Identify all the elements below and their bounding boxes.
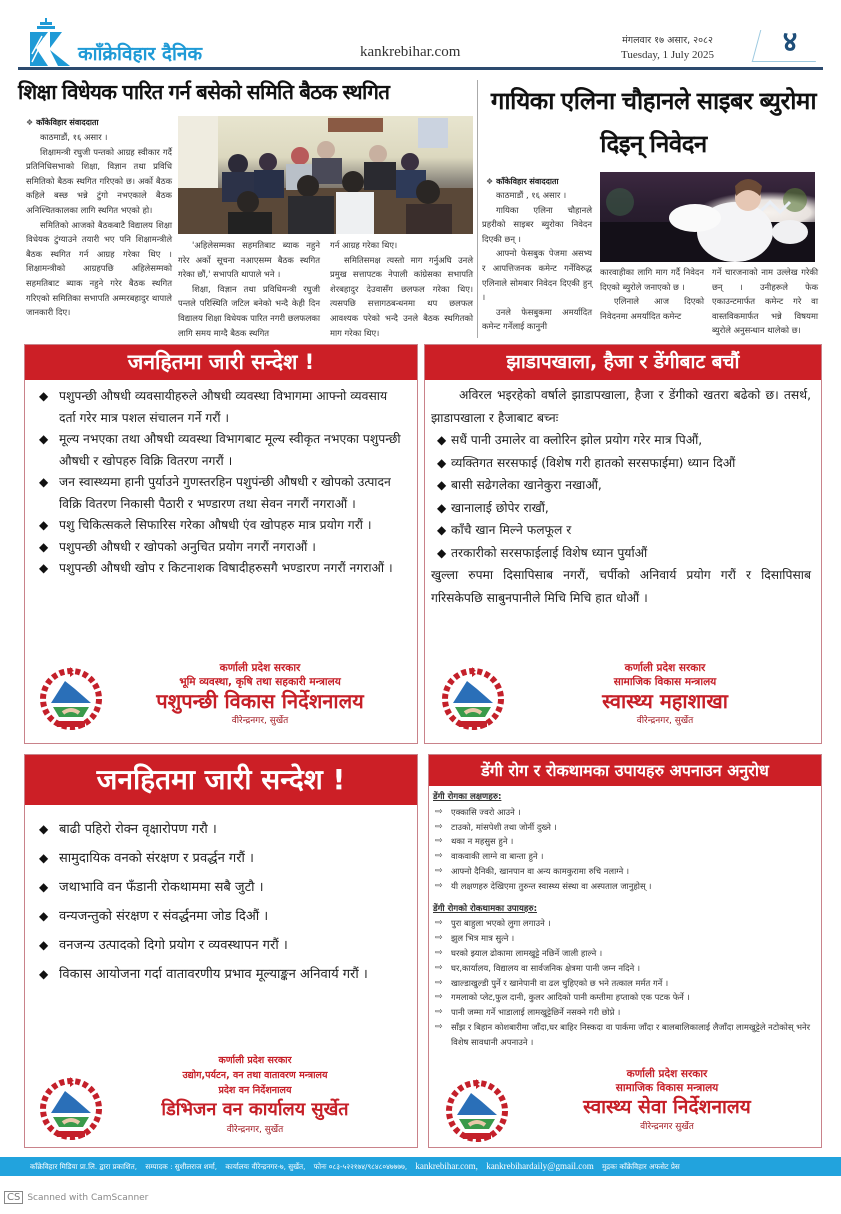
email-link[interactable]: kankrebihardaily@gmail.com <box>486 1161 594 1171</box>
paragraph: 'अहिलेसम्मका सहमतिबाट ब्याक नहुने गरेर अर्को सूचना नआएसम्म बैठक स्थगित गरेका छौं,' सभापति थापाले भने । <box>178 240 320 280</box>
story2-column-1 <box>482 188 592 334</box>
story2-byline <box>486 176 559 187</box>
editor: सम्पादक : सुशीलराज शर्मा, <box>145 1162 218 1171</box>
ministry-block <box>519 1067 815 1132</box>
notice-list <box>25 380 417 580</box>
ministry-block <box>515 661 815 726</box>
list-item: ◆ पशुपन्छी औषधी र खोपको अनुचित प्रयोग नगरौं नगराऔं । <box>33 537 407 559</box>
notice-list <box>25 805 417 989</box>
gov-name: कर्णाली प्रदेश सरकार <box>219 662 301 674</box>
list-item: ⇨ यी लक्षणहरु देखिएमा तुरुन्त स्वास्थ्य संस्था वा अस्पताल जानुहोस् । <box>433 879 815 894</box>
office-name: पशुपन्छी विकास निर्देशनालय <box>156 689 364 713</box>
story2-dateline: काठमाडौं , १६ असार । <box>496 190 567 200</box>
list-item: ⇨ पानी जम्मा गर्ने भाडालाई लामखुट्टेछिर्ने नसक्ने गरी छोप्ने । <box>433 1005 815 1020</box>
ministry-block <box>105 1053 405 1135</box>
paragraph: गर्ने चारजनाको नाम उल्लेख गरेकी छन् । उनीहरूले फेक एकाउन्टमार्फत कमेन्ट गरे वा वास्तविकमार्फत भन्ने विषयमा ब्युरोले अनुसन्धान थालेको छ। <box>712 267 818 336</box>
paragraph: कारवाहीका लागि माग गर्दै निवेदन दिएको ब्युरोले जनाएको छ । <box>600 267 704 292</box>
notice-title: झाडापखाला, हैजा र डेंगीबाट बचौं <box>425 345 821 380</box>
nepal-emblem-icon <box>443 1075 511 1143</box>
list-item: ◆ खानालाई छोपेर राखौं, <box>431 497 811 520</box>
list-item: ◆ जथाभावि वन फँडानी रोकथाममा सबै जुटौ । <box>33 873 407 902</box>
notice-outro: खुल्ला रुपमा दिसापिसाब नगरौं, चर्पीको अनिवार्य प्रयोग गरौं र दिसापिसाब गरिसकेपछि साबुनपानीले मिचि मिचि हात धोऔं । <box>431 568 811 605</box>
list-item: ◆ पशुपन्छी औषधी व्यवसायीहरुले औषधी व्यवस्था विभागमा आफ्नो व्यवसाय दर्ता गरेर मात्र पशल संचालन गर्ने गरौं । <box>33 386 407 429</box>
notice-list <box>431 429 811 564</box>
story1-byline <box>26 117 99 128</box>
camscanner-logo-icon: CS <box>4 1191 23 1204</box>
singer-photo-image <box>600 172 815 262</box>
list-item: ◆ तरकारीको सरसफाईलाई विशेष ध्यान पुर्याऔं <box>431 542 811 565</box>
paragraph: समितिसमक्ष त्यस्तो माग गर्नुअघि उनले प्रमुख सत्तापटक नेपाली कांग्रेसका सभापति शेरबहादुर देउवासँग छलफल गरेका थिए। त्यसपछि सत्तागठबन्धनमा थप छलफल आवश्यक परेको भन्दै उनले बैठक स्थगितको माग गरेका थिए। <box>330 254 473 338</box>
symptoms-list <box>429 786 821 894</box>
story1-column-1 <box>26 130 172 320</box>
list-item: ⇨ घर,कार्यालय, विद्यालय वा सार्वजनिक क्षेत्रमा पानी जम्न नदिने । <box>433 961 815 976</box>
page-number: ४ <box>782 25 798 58</box>
prevention-list <box>429 894 821 1050</box>
ministry-block <box>105 661 415 726</box>
story2-column-3 <box>712 265 818 338</box>
date-nepali: मंगलवार १७ असार, २०८२ <box>622 35 713 46</box>
meeting-photo-image <box>178 116 473 234</box>
office-address: कार्यालयः वीरेन्द्रनगर-७, सुर्खेत, <box>225 1162 306 1171</box>
ministry-name: उद्योग,पर्यटन, वन तथा वातावरण मन्त्रालय <box>182 1070 328 1081</box>
directorate-name: प्रदेश वन निर्देशनालय <box>218 1085 292 1096</box>
four-diamond-icon: ❖ <box>26 118 34 127</box>
ministry-name: सामाजिक विकास मन्त्रालय <box>615 1082 719 1094</box>
office-name: स्वास्थ्य महाशाखा <box>602 689 728 713</box>
list-item: ⇨ वाकवाकी लाग्ने वा बान्ता हुने । <box>433 849 815 864</box>
newspaper-logo-icon <box>28 18 70 66</box>
website-link[interactable]: kankrebihar.com, <box>415 1161 478 1171</box>
list-item: ◆ बासी सढेगलेका खानेकुरा नखाऔं, <box>431 474 811 497</box>
office-town: वीरेन्द्रनगर, सुर्खेत <box>226 1125 284 1135</box>
scanner-watermark <box>4 1191 148 1204</box>
list-item: ⇨ घरको झ्याल ढोकामा लामखुट्टे नछिर्ने जाली हाल्ने । <box>433 946 815 961</box>
notice-title: जनहितमा जारी सन्देश ! <box>25 755 417 805</box>
story1-headline: शिक्षा विधेयक पारित गर्न बसेको समिति बैठक स्थगित <box>18 80 390 104</box>
imprint-bar <box>0 1157 841 1176</box>
list-item: ◆ काँचै खान मिल्ने फलफूल र <box>431 519 811 542</box>
paragraph: शिक्षामन्त्री रघुजी पन्तको आग्रह स्वीकार गर्दै प्रतिनिधिसभाको शिक्षा, विज्ञान तथा प्रविधि समितिको बैठक स्थगित गरिएको छ। अर्को बैठक कहिले बस्छ भन्ने टुंगो नभएकाले बैठक अनिश्चितकालका लागि स्थगित भएको हो। <box>26 146 172 215</box>
gov-name: कर्णाली प्रदेश सरकार <box>218 1055 292 1066</box>
list-item: ⇨ पुरा बाहुला भएको लुगा लगाउने । <box>433 916 815 931</box>
list-item: ◆ पशु चिकित्सकले सिफारिस गरेका औषधी एंव खोपहरु मात्र प्रयोग गरौं । <box>33 515 407 537</box>
gov-name: कर्णाली प्रदेश सरकार <box>624 662 706 674</box>
notice-livestock <box>24 344 418 744</box>
notice-dengue-prevention <box>428 754 822 1148</box>
prevention-heading: डेंगी रोगको रोकथामका उपायहरु: <box>433 903 538 914</box>
four-diamond-icon: ❖ <box>486 177 494 186</box>
list-item: ◆ सामुदायिक वनको संरक्षण र प्रवर्द्धन गरौं । <box>33 844 407 873</box>
masthead <box>0 0 841 70</box>
notice-title: डेंगी रोग र रोकथामका उपायहरु अपनाउन अनुरोध <box>429 755 821 786</box>
story1-column-3 <box>330 238 473 340</box>
printer: मुद्रकः काँक्रेविहार अफसेट प्रेस <box>602 1162 680 1171</box>
nepal-emblem-icon <box>439 663 507 731</box>
notice-diarrhea-dengue <box>424 344 822 744</box>
nepal-emblem-icon <box>37 1073 105 1141</box>
date-english: Tuesday, 1 July 2025 <box>620 49 714 61</box>
list-item: ⇨ साँझ र बिहान कोशबारीमा जाँदा,घर बाहिर निस्कदा वा पार्कमा जाँदा र बालबालिकालाई लैजाँदा लामखुट्टेले नटोकोस् भनेर विशेष सावधानी अपनाउने । <box>433 1020 815 1050</box>
list-item: ◆ वन्यजन्तुको संरक्षण र संवर्द्धनमा जोड दिऔं । <box>33 902 407 931</box>
paragraph: गर्न आग्रह गरेका थिए। <box>330 240 398 250</box>
publisher: काँक्रेविहार मिडिया प्रा.लि. द्वारा प्रकाशित, <box>30 1162 138 1171</box>
symptoms-heading: डेंगी रोगका लक्षणहरु: <box>433 792 502 802</box>
list-item: ◆ पशुपन्छी औषधी खोप र किटनाशक विषादीहरुसगै भण्डारण नगरौं नगराऔं । <box>33 558 407 580</box>
meeting-photo <box>178 116 473 234</box>
list-item: ⇨ आफ्नो दैनिकी, खानपान वा अन्य कामकुरामा रुचि नलाग्ने । <box>433 864 815 879</box>
list-item: ⇨ झुल भित्र मात्र सुत्ने । <box>433 931 815 946</box>
list-item: ◆ व्यक्तिगत सरसफाई (विशेष गरी हातको सरसफाईमा) ध्यान दिऔं <box>431 452 811 475</box>
paragraph: एलिनाले आज दिएको निवेदनमा अमर्यादित कमेन्ट <box>600 296 704 321</box>
notice-body <box>425 380 821 609</box>
story1-dateline: काठमाडौं, १६ असार । <box>40 132 108 142</box>
notice-forest <box>24 754 418 1148</box>
story2-headline: गायिका एलिना चौहानले साइबर ब्युरोमा दिइन् निवेदन <box>490 87 817 158</box>
byline-text: काँकेविहार संवाददाता <box>496 177 559 186</box>
list-item: ◆ वनजन्य उत्पादको दिगो प्रयोग र व्यवस्थापन गरौं । <box>33 931 407 960</box>
list-item: ⇨ टाउको, मांसपेशी तथा जोर्नी दुख्ने । <box>433 820 815 835</box>
notice-intro: अविरल भइरहेको वर्षाले झाडापखाला, हैजा र डेंगीको खतरा बढेको छ। तसर्थ, झाडापखाला र हैजाबाट बच्नः <box>431 388 811 425</box>
watermark-text: Scanned with CamScanner <box>27 1193 149 1203</box>
brand-name: कााँक्रेविहार दैनिक <box>78 43 203 65</box>
list-item: ⇨ थका न महसुस हुने । <box>433 834 815 849</box>
office-town: वीरेन्द्रनगर, सुर्खेत <box>636 716 694 726</box>
office-town: वीरेन्द्रनगर, सुर्खेत <box>231 716 289 726</box>
list-item: ⇨ एक्कासि ज्वरो आउने । <box>433 805 815 820</box>
story1-column-2 <box>178 238 320 340</box>
ministry-name: सामाजिक विकास मन्त्रालय <box>613 676 717 688</box>
notice-title: जनहितमा जारी सन्देश ! <box>25 345 417 380</box>
list-item: ⇨ गमलाको प्लेट,फुल दानी, कुलर आदिको पानी कम्तीमा हप्ताको एक पटक फेर्ने । <box>433 990 815 1005</box>
list-item: ◆ सधैं पानी उमालेर वा क्लोरिन झोल प्रयोग गरेर मात्र पिऔं, <box>431 429 811 452</box>
list-item: ⇨ खाल्डाखुल्डी पुर्ने र खानेपानी वा ढल चुहिएको छ भने तत्काल मर्मत गर्ने । <box>433 976 815 991</box>
paragraph: गायिका एलिना चौहानले प्रहरीको साइबर ब्युरोका निवेदन दिएकी छन् । <box>482 204 592 244</box>
gov-name: कर्णाली प्रदेश सरकार <box>626 1068 708 1080</box>
list-item: ◆ विकास आयोजना गर्दा वातावरणीय प्रभाव मूल्याङ्कन अनिवार्य गरौं । <box>33 960 407 989</box>
list-item: ◆ बाढी पहिरो रोक्न वृक्षारोपण गरौ । <box>33 815 407 844</box>
office-name: स्वास्थ्य सेवा निर्देशनालय <box>583 1096 751 1118</box>
paragraph: उनले फेसबुकमा अमर्यादित कमेन्ट गर्नेलाई कानुनी <box>482 306 592 332</box>
office-town: वीरेन्द्रनगर सुर्खेत <box>640 1122 694 1132</box>
list-item: ◆ मूल्य नभएका तथा औषधी व्यवस्था विभागबाट मूल्य स्वीकृत नभएका पशुपन्छी औषधी र खोपहरु विक्रि वितरण नगरौं । <box>33 429 407 472</box>
paragraph: समितिको आजको बैठकबाटै विद्यालय शिक्षा विधेयक टुंग्याउने तयारी भए पनि शिक्षामन्त्रीले बैठक स्थगित गर्न आग्रह गरेका थिए । शिक्षामन्त्रीको आग्रहपछि अहिलेसम्मको सहमतिबाट ब्याक नहुने गरेर बैठक स्थगित गरिएको समितिका सभापति अम्मरबहादुर थापाले जानकारी दिए। <box>26 219 172 318</box>
phone: फोनः ०८३-५२२१७४/९८४८०४७७७७, <box>313 1162 408 1171</box>
story2-column-2 <box>600 265 704 323</box>
nepal-emblem-icon <box>37 663 105 731</box>
byline-text: काँकेविहार संवाददाता <box>36 118 99 127</box>
site-url[interactable]: kankrebihar.com <box>360 44 461 60</box>
paragraph: शिक्षा, विज्ञान तथा प्रविधिमन्त्री रघुजी पन्तले परिस्थिति जटिल बनेको भन्दै केही दिन विद्यालय शिक्षा विधेयक पारित नगरी छलफलका लागि समय माग्दै बैठक स्थगित <box>178 283 320 338</box>
list-item: ◆ जन स्वास्थ्यमा हानी पुर्याउने गुणस्तरहिन पशुपंन्छी औषधी र खोपको उत्पादन विक्रि वितरण निकासी पैठारी र भण्डारण तथा सेवन नगरौं नगराऔं । <box>33 472 407 515</box>
paragraph: आफ्नो फेसबुक पेजमा असभ्य र आपत्तिजनक कमेन्ट गर्नेविरुद्ध एलिनाले सोमबार निवेदन दिएकी हुन् । <box>482 248 592 303</box>
header-rule <box>18 67 823 70</box>
singer-photo <box>600 172 815 262</box>
ministry-name: भूमि व्यवस्था, कृषि तथा सहकारी मन्त्रालय <box>179 676 341 688</box>
column-separator <box>477 80 478 338</box>
office-name: डिभिजन वन कार्यालय सुर्खेत <box>161 1099 349 1120</box>
